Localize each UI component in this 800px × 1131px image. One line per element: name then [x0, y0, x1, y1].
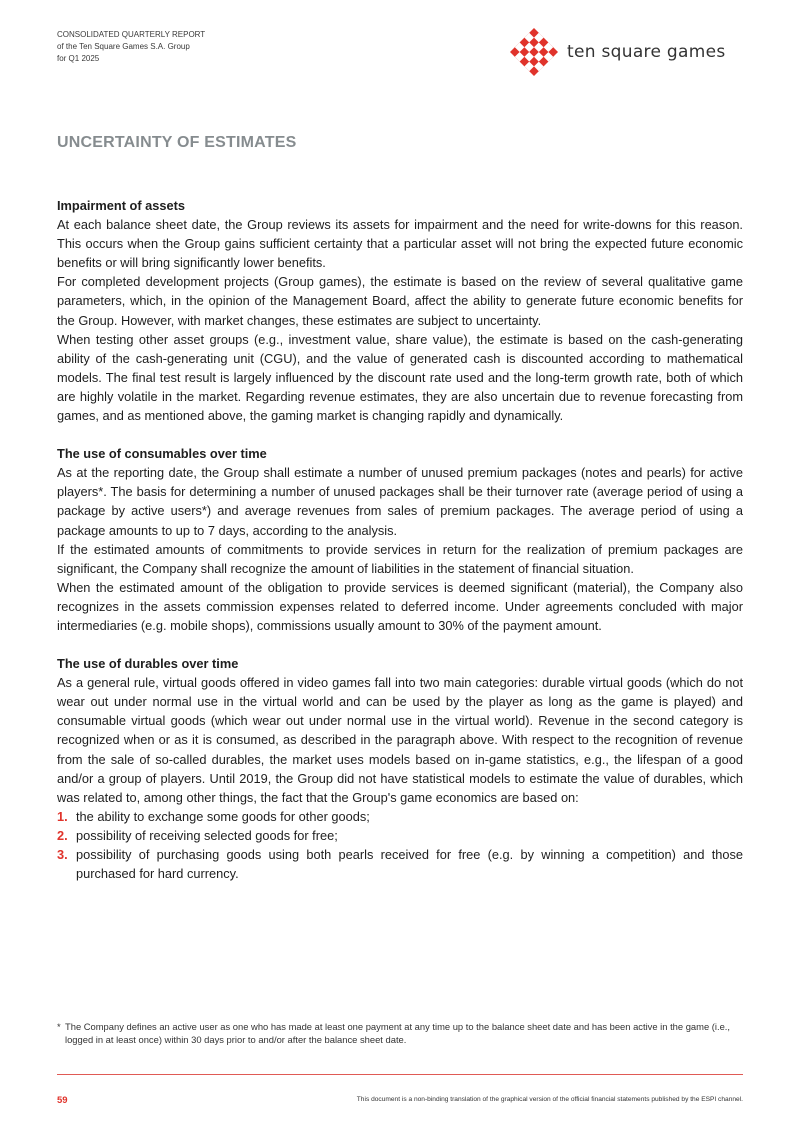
list-text: possibility of receiving selected goods for free;: [76, 827, 338, 843]
logo-diamond-icon: [510, 28, 558, 76]
footer-disclaimer: This document is a non-binding translation of the graphical version of the official financial statements published by the ESPI channel.: [356, 1096, 743, 1103]
paragraph: As at the reporting date, the Group shall estimate a number of unused premium packages (notes and pearls) for active players*. The basis for determining a number of unused packages shall be their turnover rate (average period of using a package by active users*) and average revenues from sales of premium packages. The average period of using a package amounts to up to 7 days, according to the analysis.: [57, 465, 743, 538]
list-number: 1.: [57, 808, 68, 824]
footnote: [57, 1021, 743, 1046]
paragraph: If the estimated amounts of commitments to provide services in return for the realization of premium packages are significant, the Company shall recognize the amount of liabilities in the statement of financial situation.: [57, 541, 743, 576]
footer-divider: [57, 1074, 743, 1075]
list-text: the ability to exchange some goods for other goods;: [76, 808, 370, 824]
company-logo: [510, 28, 726, 76]
consumables-section: [57, 444, 743, 635]
paragraph: When the estimated amount of the obligation to provide services is deemed significant (material), the Company also recognizes in the assets commission expenses related to deferred income. Under agreements concluded with major intermediaries (e.g. mobile shops), commissions usually amount to 30% of the payment amount.: [57, 579, 743, 633]
report-period-line: for Q1 2025: [57, 54, 100, 63]
paragraph: When testing other asset groups (e.g., investment value, share value), the estimate is based on the cash-generating ability of the cash-generating unit (CGU), and the value of generated cash is discounted according to mathematical models. The final test result is largely influenced by the discount rate used and the long-term growth rate, both of which are highly volatile in the market. Regarding revenue estimates, they are also uncertain due to revenue forecasting from games, and as mentioned above, the gaming market is changing rapidly and dynamically.: [57, 331, 743, 424]
numbered-list: [57, 807, 743, 883]
list-item: [57, 826, 743, 845]
main-content: [57, 196, 743, 883]
section-title: UNCERTAINTY OF ESTIMATES: [57, 134, 297, 151]
footnote-text: The Company defines an active user as one who has made at least one payment at any time up to the balance sheet date and has been active in the game (i.e., logged in at least once) within 30 days prior to and/or after the balance sheet date.: [65, 1021, 730, 1045]
list-item: [57, 807, 743, 826]
durables-heading: The use of durables over time: [57, 656, 239, 672]
page-number: 59: [57, 1095, 68, 1106]
list-number: 3.: [57, 847, 68, 862]
report-header-meta: [57, 29, 205, 65]
list-text: possibility of purchasing goods using both pearls received for free (e.g. by winning a competition) and those purchased for hard currency.: [76, 847, 743, 882]
impairment-heading: Impairment of assets: [57, 198, 186, 213]
footnote-mark: *: [57, 1021, 61, 1032]
report-entity-line: of the Ten Square Games S.A. Group: [57, 42, 190, 51]
impairment-section: [57, 196, 743, 425]
consumables-heading: The use of consumables over time: [57, 446, 267, 462]
logo-text: ten square games: [567, 42, 726, 62]
paragraph: As a general rule, virtual goods offered in video games fall into two main categories: durable virtual goods (which do not wear out under normal use in the virtual world and can be used by the player as long as the game is played) and consumable virtual goods (which wear out under normal use in the virtual world). Revenue in the second category is recognized when or as it is consumed, as described in the paragraph above. With respect to the recognition of revenue from the sale of so-called durables, the market uses models based on in-game statistics, e.g., the lifespan of a good and/or a group of players. Until 2019, the Group did not have statistical models to estimate the value of durables, which was related to, among other things, the fact that the Group's game economics are based on:: [57, 675, 743, 805]
list-number: 2.: [57, 827, 68, 843]
durables-section: [57, 654, 743, 883]
report-title-line: CONSOLIDATED QUARTERLY REPORT: [57, 30, 206, 39]
list-item: [57, 845, 743, 883]
paragraph: At each balance sheet date, the Group reviews its assets for impairment and the need for write-downs for this reason. This occurs when the Group gains sufficient certainty that a particular asset will not bring the expected future economic benefits or will bring significantly lower benefits.: [57, 217, 743, 271]
paragraph: For completed development projects (Group games), the estimate is based on the review of several qualitative game parameters, which, in the opinion of the Management Board, affect the ability to generate future economic benefits for the Group. However, with market changes, these estimates are subject to uncertainty.: [57, 274, 743, 328]
